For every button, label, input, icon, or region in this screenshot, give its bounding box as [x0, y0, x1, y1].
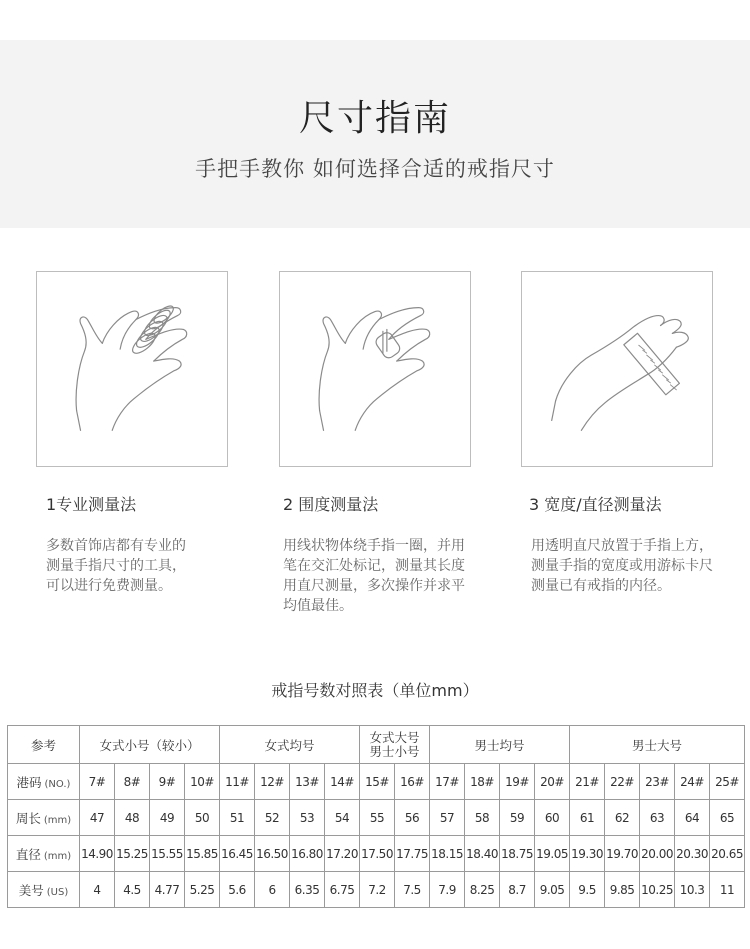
table-cell: 23# — [640, 764, 675, 800]
ring-sizer-hand-icon — [37, 272, 227, 466]
header-ref: 参考 — [8, 726, 80, 764]
table-cell: 20.30 — [675, 836, 710, 872]
table-cell: 53 — [290, 800, 325, 836]
table-cell: 6 — [255, 872, 290, 908]
row-unit-text: (NO.) — [44, 778, 71, 790]
table-cell: 50 — [185, 800, 220, 836]
table-cell: 51 — [220, 800, 255, 836]
page-title: 尺寸指南 — [298, 98, 451, 139]
row-unit-text: (US) — [46, 886, 69, 898]
table-cell: 4.77 — [150, 872, 185, 908]
table-cell: 17.50 — [360, 836, 395, 872]
table-cell: 8.25 — [465, 872, 500, 908]
table-cell: 15.25 — [115, 836, 150, 872]
row-label — [8, 800, 80, 836]
table-row — [8, 800, 745, 836]
table-cell: 58 — [465, 800, 500, 836]
header-group-men-large: 男士大号 — [570, 726, 745, 764]
table-cell: 24# — [675, 764, 710, 800]
table-cell: 16# — [395, 764, 430, 800]
table-cell: 10# — [185, 764, 220, 800]
table-cell: 9# — [150, 764, 185, 800]
table-cell: 15.85 — [185, 836, 220, 872]
table-cell: 7# — [80, 764, 115, 800]
table-row — [8, 764, 745, 800]
table-cell: 16.45 — [220, 836, 255, 872]
header-group-women-large-line1: 女式大号 — [369, 729, 420, 745]
table-cell: 20.00 — [640, 836, 675, 872]
table-cell: 9.85 — [605, 872, 640, 908]
table-row — [8, 836, 745, 872]
table-cell: 18.40 — [465, 836, 500, 872]
header-group-men-small-line2: 男士小号 — [369, 743, 420, 759]
method-card-professional — [36, 271, 228, 467]
page-subtitle: 手把手教你 如何选择合适的戒指尺寸 — [195, 157, 555, 181]
table-cell: 10.25 — [640, 872, 675, 908]
table-cell: 54 — [325, 800, 360, 836]
string-wrap-hand-icon — [280, 272, 470, 466]
table-cell: 7.9 — [430, 872, 465, 908]
table-cell: 13# — [290, 764, 325, 800]
method-title-1: 1专业测量法 — [46, 495, 137, 514]
table-cell: 7.5 — [395, 872, 430, 908]
table-cell: 5.25 — [185, 872, 220, 908]
table-cell: 4.5 — [115, 872, 150, 908]
table-cell: 60 — [535, 800, 570, 836]
row-label — [8, 872, 80, 908]
table-cell: 17.75 — [395, 836, 430, 872]
table-cell: 9.5 — [570, 872, 605, 908]
table-cell: 14.90 — [80, 836, 115, 872]
table-cell: 63 — [640, 800, 675, 836]
table-cell: 7.2 — [360, 872, 395, 908]
table-cell: 25# — [710, 764, 745, 800]
header-group-women-average: 女式均号 — [220, 726, 360, 764]
table-cell: 18# — [465, 764, 500, 800]
table-cell: 16.50 — [255, 836, 290, 872]
table-cell: 62 — [605, 800, 640, 836]
table-cell: 17.20 — [325, 836, 360, 872]
header-group-women-small: 女式小号（较小） — [80, 726, 220, 764]
method-desc-2: 用线状物体绕手指一圈，并用笔在交汇处标记，测量其长度用直尺测量，多次操作并求平均值最佳。 — [283, 538, 465, 614]
method-card-diameter — [521, 271, 713, 467]
table-cell: 5.6 — [220, 872, 255, 908]
method-title-3: 3 宽度/直径测量法 — [529, 495, 662, 514]
table-cell: 47 — [80, 800, 115, 836]
table-cell: 11# — [220, 764, 255, 800]
table-cell: 64 — [675, 800, 710, 836]
row-unit-text: (mm) — [43, 850, 72, 862]
size-table-title: 戒指号数对照表（单位mm） — [271, 681, 479, 700]
table-cell: 16.80 — [290, 836, 325, 872]
table-cell: 10.3 — [675, 872, 710, 908]
table-header-row — [8, 726, 745, 764]
table-cell: 19.70 — [605, 836, 640, 872]
table-cell: 8# — [115, 764, 150, 800]
row-label-text: 直径 — [15, 846, 41, 862]
table-cell: 56 — [395, 800, 430, 836]
ring-size-table — [7, 725, 745, 908]
table-cell: 20# — [535, 764, 570, 800]
table-cell: 9.05 — [535, 872, 570, 908]
table-cell: 59 — [500, 800, 535, 836]
row-label-text: 港码 — [16, 774, 42, 790]
table-cell: 14# — [325, 764, 360, 800]
table-cell: 18.75 — [500, 836, 535, 872]
table-cell: 21# — [570, 764, 605, 800]
row-label — [8, 836, 80, 872]
table-cell: 11 — [710, 872, 745, 908]
method-desc-3: 用透明直尺放置于手指上方，测量手指的宽度或用游标卡尺测量已有戒指的内径。 — [531, 538, 713, 594]
row-label-text: 美号 — [18, 882, 44, 898]
header-group-men-average: 男士均号 — [430, 726, 570, 764]
table-cell: 55 — [360, 800, 395, 836]
table-cell: 4 — [80, 872, 115, 908]
table-cell: 8.7 — [500, 872, 535, 908]
table-cell: 19# — [500, 764, 535, 800]
ruler-hand-icon — [522, 272, 712, 466]
table-cell: 15.55 — [150, 836, 185, 872]
table-cell: 52 — [255, 800, 290, 836]
table-cell: 19.30 — [570, 836, 605, 872]
method-card-circumference — [279, 271, 471, 467]
method-desc-1: 多数首饰店都有专业的测量手指尺寸的工具，可以进行免费测量。 — [46, 538, 186, 594]
table-cell: 6.35 — [290, 872, 325, 908]
table-cell: 48 — [115, 800, 150, 836]
table-row — [8, 872, 745, 908]
table-cell: 18.15 — [430, 836, 465, 872]
table-cell: 57 — [430, 800, 465, 836]
table-cell: 65 — [710, 800, 745, 836]
header-banner — [0, 40, 750, 228]
table-cell: 19.05 — [535, 836, 570, 872]
row-label — [8, 764, 80, 800]
table-cell: 15# — [360, 764, 395, 800]
header-group-women-large — [360, 726, 430, 764]
table-cell: 12# — [255, 764, 290, 800]
table-cell: 22# — [605, 764, 640, 800]
table-cell: 20.65 — [710, 836, 745, 872]
row-label-text: 周长 — [15, 810, 41, 826]
row-unit-text: (mm) — [43, 814, 72, 826]
table-cell: 17# — [430, 764, 465, 800]
table-cell: 6.75 — [325, 872, 360, 908]
table-cell: 49 — [150, 800, 185, 836]
method-title-2: 2 围度测量法 — [283, 495, 379, 514]
table-cell: 61 — [570, 800, 605, 836]
